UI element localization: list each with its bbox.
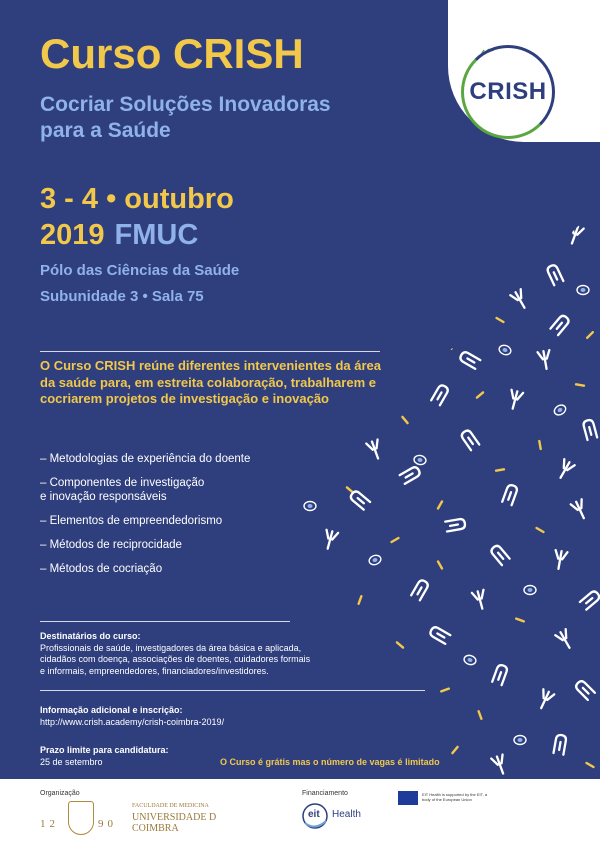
page-title: Curso CRISH [40,30,304,77]
info-url-link[interactable]: http://www.crish.academy/crish-coimbra-2019/ [40,716,225,727]
funding-label: Financiamento [302,790,348,797]
free-note: O Curso é grátis mas o número de vagas é limitado [220,757,440,767]
event-venue: FMUC [114,219,199,251]
audience-line: cidadãos com doença, associações de doentes, cuidadores formais [40,654,311,664]
faculty-name: FACULDADE DE MEDICINA [132,803,209,809]
year-right: 90 [98,818,117,830]
audience-block [40,631,310,677]
logo-text: CRISH [469,78,547,105]
divider-2 [40,621,290,622]
deadline-label: Prazo limite para candidatura: [40,745,169,755]
topic-item: – Métodos de cocriação [40,563,163,575]
event-year: 2019 [40,219,105,251]
university-name [132,812,216,834]
year-left: 12 [40,818,59,830]
info-label: Informação adicional e inscrição: [40,705,183,715]
organization-label: Organização [40,790,80,797]
event-year-venue [40,219,198,252]
eit-text: eit [308,809,320,820]
crish-logo [461,45,555,139]
audience-line: Profissionais de saúde, investigadores da área básica e aplicada, [40,642,302,653]
topic-item: – Componentes de investigação e inovação responsáveis [40,477,205,503]
eu-note: EIT Health is supported by the EIT, a body of the European Union [422,792,488,802]
event-place-line-2: Subunidade 3 • Sala 75 [40,288,204,305]
subtitle-line-2: para a Saúde [40,119,171,142]
topic-item: – Métodos de reciprocidade [40,539,182,551]
audience-line: e informais, empreendedores, financiadores/investidores. [40,665,269,676]
topic-item: – Elementos de empreendedorismo [40,515,223,527]
seal-icon [68,801,94,835]
deadline-date: 25 de setembro [40,756,103,767]
divider-1 [40,351,380,352]
event-dates: 3 - 4 • outubro [40,183,234,215]
divider-3 [40,690,425,691]
eu-flag-icon [398,791,418,805]
audience-label: Destinatários do curso: [40,631,141,641]
health-text: Health [332,809,361,820]
topic-item: – Metodologias de experiência do doente [40,453,251,465]
subtitle-line-1: Cocriar Soluções Inovadoras [40,93,331,116]
info-block [40,705,224,728]
coimbra-logo [40,801,217,841]
university-line-1: UNIVERSIDADE D [132,812,217,823]
university-line-2: COIMBRA [132,823,179,834]
intro-text: O Curso CRISH reúne diferentes intervenientes da área da saúde para, em estreita colaboração, trabalharem e cocriarem projetos de investigação e inovação [40,358,381,406]
subtitle [40,92,331,144]
footer [0,779,600,849]
topics-list [40,452,250,586]
event-place-line-1: Pólo das Ciências da Saúde [40,262,240,279]
deadline-block [40,745,169,768]
